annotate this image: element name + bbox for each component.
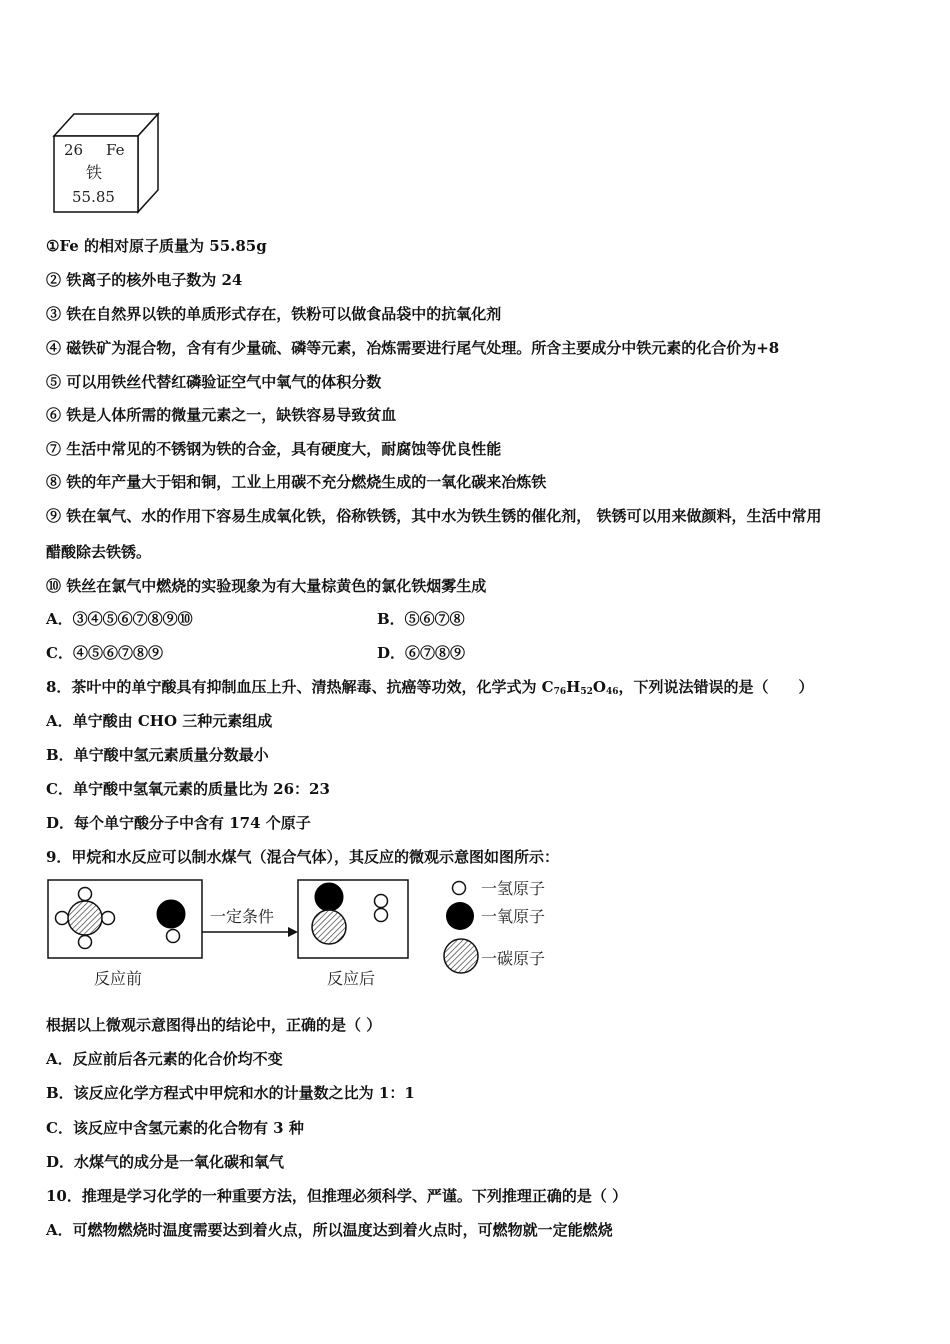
legend-hydrogen-label: 一氢原子: [481, 879, 546, 898]
q10-stem: 10．推理是学习化学的一种重要方法，但推理必须科学、严谨。下列推理正确的是（ ）: [46, 1187, 628, 1205]
legend-oxygen-label: 一氧原子: [481, 907, 546, 926]
atomic-number: 26: [64, 141, 84, 159]
q7-statement-6: ⑥ 铁是人体所需的微量元素之一，缺铁容易导致贫血: [46, 406, 397, 424]
atomic-mass: 55.85: [72, 188, 115, 206]
reaction-micro-diagram: [44, 872, 584, 998]
q7-statement-1: ①Fe 的相对原子质量为 55.85g: [46, 237, 267, 255]
q7-statement-5: ⑤ 可以用铁丝代替红磷验证空气中氧气的体积分数: [46, 373, 382, 391]
iron-element-card: [50, 110, 162, 216]
q7-statement-9-cont: 醋酸除去铁锈。: [46, 543, 152, 561]
q7-option-d[interactable]: D．⑥⑦⑧⑨: [377, 644, 466, 662]
q8-stem: 8．茶叶中的单宁酸具有抑制血压上升、清热解毒、抗癌等功效，化学式为 $C_{76}H_{52}O_{46}$，下列说法错误的是（ ）: [46, 678, 814, 697]
q9-option-b[interactable]: B．该反应化学方程式中甲烷和水的计量数之比为 1：1: [46, 1084, 415, 1102]
q9-question: 根据以上微观示意图得出的结论中，正确的是（ ）: [46, 1016, 382, 1034]
legend-carbon-label: 一碳原子: [481, 949, 546, 968]
before-label: 反应前: [94, 969, 143, 988]
q7-statement-3: ③ 铁在自然界以铁的单质形式存在，铁粉可以做食品袋中的抗氧化剂: [46, 305, 502, 323]
reaction-condition: 一定条件: [210, 907, 275, 926]
q7-option-b[interactable]: B．⑤⑥⑦⑧: [377, 610, 465, 628]
legend-hydrogen-icon: [453, 882, 466, 895]
q8-option-c[interactable]: C．单宁酸中氢氧元素的质量比为 26：23: [46, 780, 330, 798]
after-label: 反应后: [327, 969, 376, 988]
q7-statement-7: ⑦ 生活中常见的不锈钢为铁的合金，具有硬度大，耐腐蚀等优良性能: [46, 440, 502, 458]
q7-statement-10: ⑩ 铁丝在氯气中燃烧的实验现象为有大量棕黄色的氯化铁烟雾生成: [46, 577, 487, 595]
q8-option-a[interactable]: A．单宁酸由 CHO 三种元素组成: [46, 712, 273, 730]
q8-option-b[interactable]: B．单宁酸中氢元素质量分数最小: [46, 746, 269, 764]
q7-option-c[interactable]: C．④⑤⑥⑦⑧⑨: [46, 644, 163, 662]
q9-stem: 9．甲烷和水反应可以制水煤气（混合气体），其反应的微观示意图如图所示：: [46, 848, 559, 866]
q7-option-a[interactable]: A．③④⑤⑥⑦⑧⑨⑩: [46, 610, 193, 628]
q9-option-d[interactable]: D．水煤气的成分是一氧化碳和氧气: [46, 1153, 285, 1171]
q7-statement-4: ④ 磁铁矿为混合物，含有有少量硫、磷等元素，冶炼需要进行尾气处理。所含主要成分中铁元素的化合价为+8: [46, 339, 780, 357]
element-symbol: Fe: [106, 141, 125, 159]
q7-statement-8: ⑧ 铁的年产量大于铝和铜，工业上用碳不充分燃烧生成的一氧化碳来冶炼铁: [46, 473, 547, 491]
element-name: 铁: [86, 163, 103, 182]
q9-option-a[interactable]: A．反应前后各元素的化合价均不变: [46, 1050, 283, 1068]
legend-oxygen-icon: [446, 902, 474, 930]
q8-option-d[interactable]: D．每个单宁酸分子中含有 174 个原子: [46, 814, 311, 832]
legend-carbon-icon: [444, 939, 478, 973]
q7-statement-2: ② 铁离子的核外电子数为 24: [46, 271, 243, 289]
q9-option-c[interactable]: C．该反应中含氢元素的化合物有 3 种: [46, 1119, 304, 1137]
q7-statement-9: ⑨ 铁在氧气、水的作用下容易生成氧化铁，俗称铁锈，其中水为铁生锈的催化剂， 铁锈可以用来做颜料，生活中常用: [46, 507, 822, 525]
q10-option-a[interactable]: A．可燃物燃烧时温度需要达到着火点，所以温度达到着火点时，可燃物就一定能燃烧: [46, 1221, 613, 1239]
